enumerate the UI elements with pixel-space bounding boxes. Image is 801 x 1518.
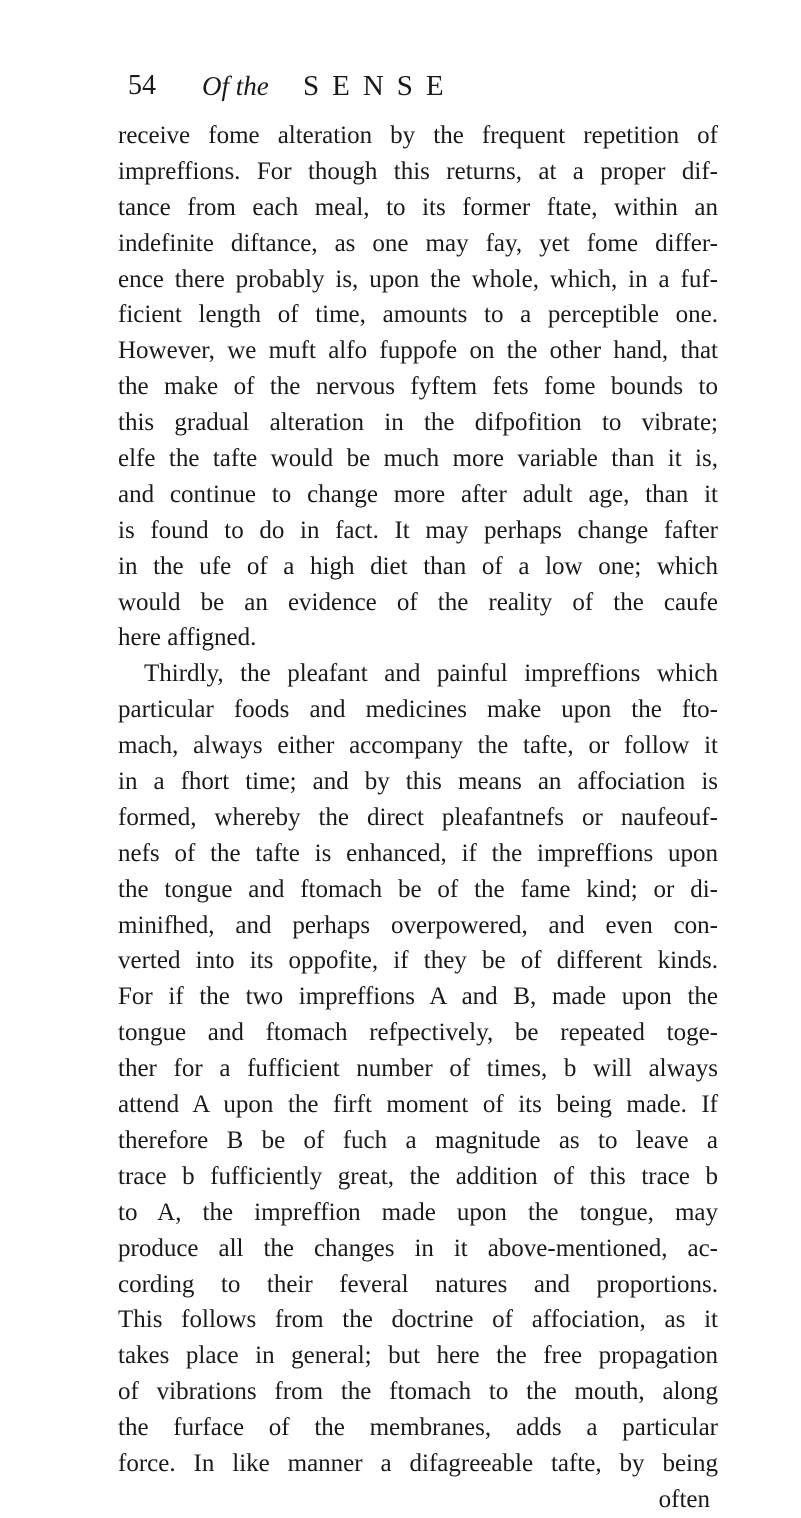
text-line: This follows from the doctrine of affociation, as it [118, 1306, 718, 1334]
text-line: formed, whereby the direct pleafantnefs or naufeouf- [118, 803, 718, 831]
text-line: indefinite diftance, as one may fay, yet fome differ- [118, 229, 718, 257]
text-line: tance from each meal, to its former ftate, within an [118, 193, 718, 221]
text-line: the tongue and ftomach be of the fame kind; or di- [118, 875, 718, 903]
text-line: therefore B be of fuch a magnitude as to leave a [118, 1126, 718, 1154]
text-line: attend A upon the firft moment of its being made. If [118, 1091, 718, 1119]
text-line: receive fome alteration by the frequent repetition of [118, 122, 718, 149]
running-head [128, 66, 688, 106]
text-line: ficient length of time, amounts to a perceptible one. [118, 301, 718, 329]
text-line: in a fhort time; and by this means an affociation is [118, 768, 718, 796]
text-line: minifhed, and perhaps overpowered, and even con- [118, 911, 718, 939]
text-line: ther for a fufficient number of times, b will always [118, 1055, 718, 1083]
text-line: impreffions. For though this returns, at a proper dif- [118, 157, 718, 185]
text-line: cording to their feveral natures and proportions. [118, 1270, 718, 1298]
text-line: produce all the changes in it above-mentioned, ac- [118, 1234, 718, 1262]
text-line: tongue and ftomach refpectively, be repeated toge- [118, 1019, 718, 1047]
text-line: to A, the impreffion made upon the tongue, may [118, 1198, 718, 1226]
text-line: takes place in general; but here the free propagation [118, 1342, 718, 1370]
text-line: the furface of the membranes, adds a particular [118, 1414, 718, 1442]
running-head-of-the: Of the [202, 71, 269, 101]
paragraph-end-line: here affigned. [118, 624, 257, 652]
text-line: ence there probably is, upon the whole, which, in a fuf- [118, 265, 718, 293]
page-number: 54 [128, 70, 156, 101]
text-line: particular foods and medicines make upon the fto- [118, 696, 718, 724]
text-line: verted into its oppofite, if they be of different kinds. [118, 947, 718, 975]
running-head-title: SENSE [303, 70, 457, 102]
text-line: elfe the tafte would be much more variable than it is, [118, 445, 718, 473]
text-line: force. In like manner a difagreeable tafte, by being [118, 1449, 718, 1477]
text-line: the make of the nervous fyftem fets fome bounds to [118, 373, 718, 401]
text-line: For if the two impreffions A and B, made upon the [118, 983, 718, 1011]
catchword: often [658, 1485, 710, 1513]
text-line: and continue to change more after adult age, than it [118, 480, 718, 508]
text-line: would be an evidence of the reality of the caufe [118, 588, 718, 616]
paragraph-start-line: Thirdly, the pleafant and painful impreffions which [144, 660, 718, 688]
text-line: of vibrations from the ftomach to the mouth, along [118, 1378, 718, 1406]
text-line: this gradual alteration in the difpofition to vibrate; [118, 409, 718, 437]
text-line: mach, always either accompany the tafte, or follow it [118, 732, 718, 760]
text-line: nefs of the tafte is enhanced, if the impreffions upon [118, 839, 718, 867]
text-line: is found to do in fact. It may perhaps change fafter [118, 516, 718, 544]
text-line: trace b fufficiently great, the addition of this trace b [118, 1162, 718, 1190]
text-line: However, we muft alfo fuppofe on the other hand, that [118, 337, 718, 365]
text-line: in the ufe of a high diet than of a low one; which [118, 552, 718, 580]
body-text [118, 118, 718, 1518]
